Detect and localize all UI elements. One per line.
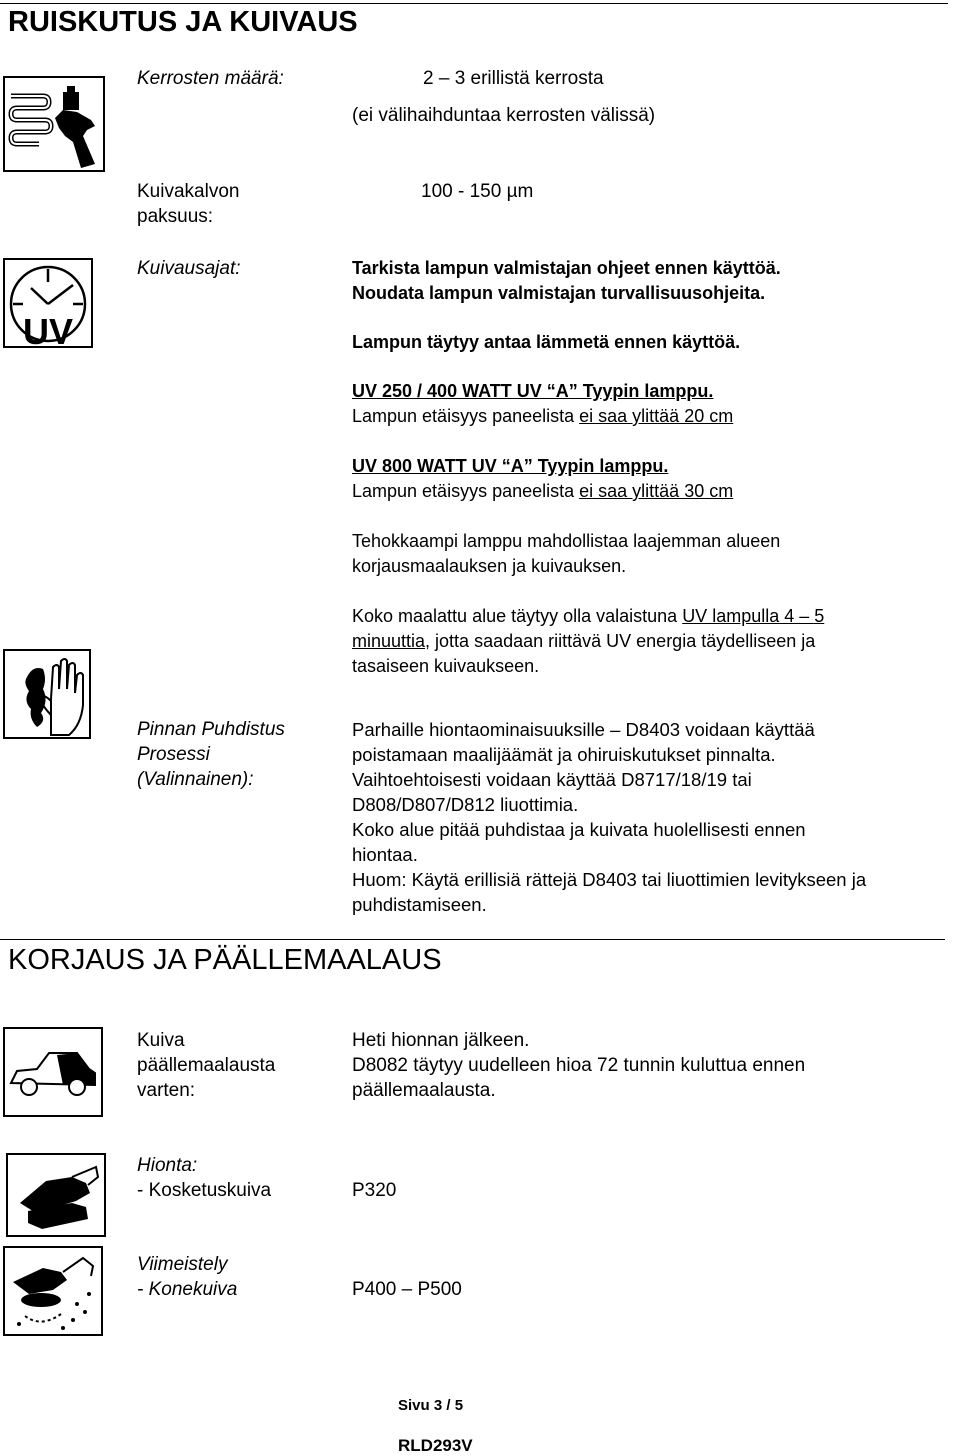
layers-label: Kerrosten määrä: [137,68,284,89]
top-rule [0,3,948,4]
spray-gun-icon [3,76,105,172]
gloved-hand-icon [3,649,91,739]
drying-p4: Koko maalattu alue täytyy olla valaistuna UV lampulla 4 – 5 minuuttia, jotta saadaan riittävä UV energia täydelliseen ja tasaiseen kuivaukseen. [352,606,825,676]
svg-text:UV: UV [22,311,74,348]
drying-p3: Tehokkaampi lamppu mahdollistaa laajemman alueen korjausmaalauksen ja kuivauksen. [352,531,781,576]
layers-value: 2 – 3 erillistä kerrosta [423,68,604,89]
finishing-label: Viimeistely - Konekuiva [137,1254,238,1300]
uv-clock-icon [3,258,93,348]
section-title-repair: KORJAUS JA PÄÄLLEMAALAUS [8,944,442,976]
document-code: RLD293V [398,1436,473,1455]
recoat-label: Kuiva päällemaalausta varten: [137,1030,276,1101]
page-number: Sivu 3 / 5 [398,1397,464,1414]
section-rule [0,939,945,940]
cleaning-text: Parhaille hiontaominaisuuksille – D8403 voidaan käyttää poistamaan maalijäämät ja ohiruiskutukset pinnalta. Vaihtoehtoisesti voidaan käyttää D8717/18/19 tai D808/D807/D812 liuottimia. Koko alue pitää puhdistaa ja kuivata huolellisesti ennen hiontaa. Huom: Käytä erillisiä rättejä D8403 tai liuottimien levitykseen ja puhdistamiseen. [352,719,867,915]
layers-note: (ei välihaihduntaa kerrosten välissä) [352,105,656,126]
sanding-label: Hionta: - Kosketuskuiva [137,1155,272,1201]
drying-p2: Lampun täytyy antaa lämmetä ennen käyttöä. [352,332,741,352]
uv-250-block: UV 250 / 400 WATT UV “A” Tyypin lamppu. Lampun etäisyys paneelista ei saa ylittää 20 cm [352,381,734,426]
finishing-value: P400 – P500 [352,1279,462,1300]
drying-label: Kuivausajat: [137,258,241,279]
uv-800-block: UV 800 WATT UV “A” Tyypin lamppu. Lampun etäisyys paneelista ei saa ylittää 30 cm [352,456,734,501]
sanding-value: P320 [352,1180,397,1201]
film-value: 100 - 150 µm [421,181,534,202]
hand-sanding-icon [6,1153,106,1237]
film-label: Kuivakalvon paksuus: [137,181,240,227]
drying-p1: Tarkista lampun valmistajan ohjeet ennen käyttöä. Noudata lampun valmistajan turvallisuusohjeita. [352,258,781,303]
recoat-text: Heti hionnan jälkeen. D8082 täytyy uudelleen hioa 72 tunnin kuluttua ennen päällemaalausta. [352,1030,806,1101]
cleaning-label: Pinnan Puhdistus Prosessi (Valinnainen): [137,719,285,790]
machine-sanding-icon [3,1246,103,1336]
section-title-spray: RUISKUTUS JA KUIVAUS [8,6,358,38]
car-icon [3,1027,103,1117]
